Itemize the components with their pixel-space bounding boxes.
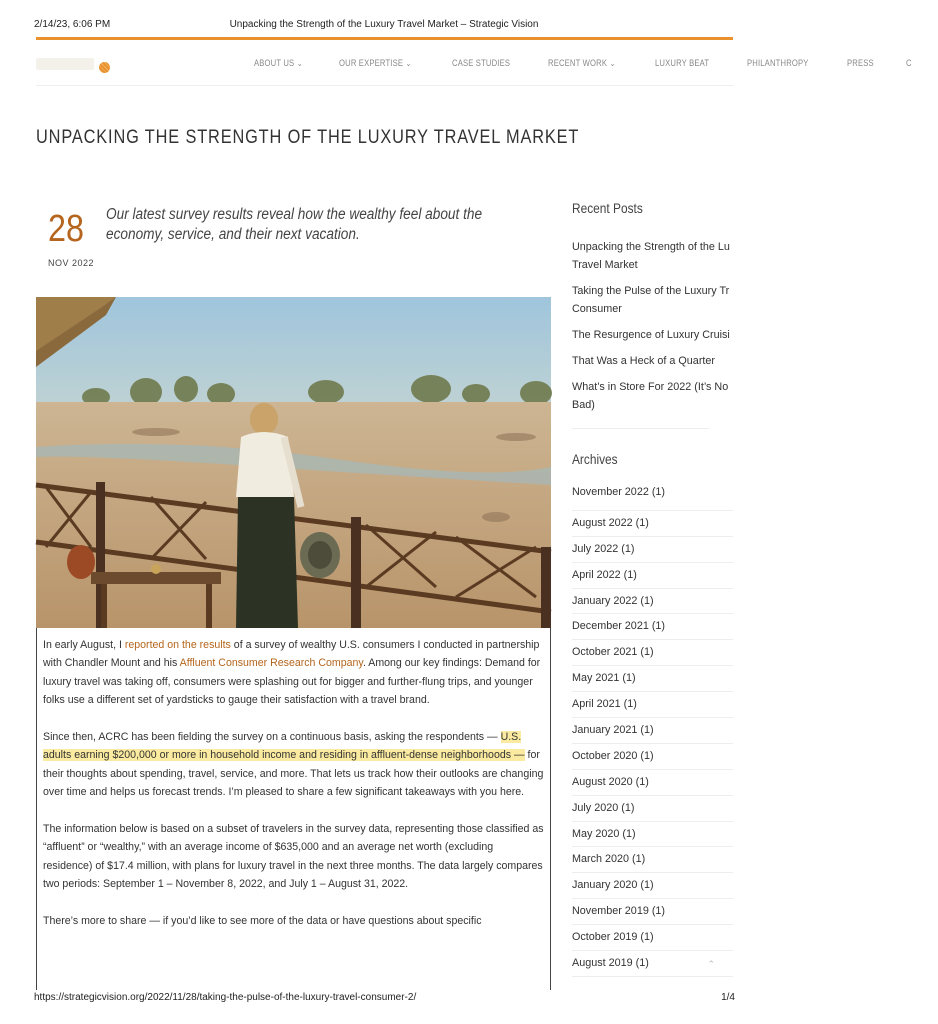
chevron-down-icon: ⌄	[296, 59, 303, 68]
print-page-number: 1/4	[721, 992, 735, 1003]
page-title: UNPACKING THE STRENGTH OF THE LUXURY TRAVEL MARKET	[36, 127, 580, 148]
hero-image	[36, 297, 551, 628]
article-body	[36, 628, 551, 990]
archive-link[interactable]: May 2020 (1)	[572, 822, 733, 848]
archive-link[interactable]: October 2021 (1)	[572, 640, 733, 666]
scroll-to-top-icon[interactable]: ⌃	[707, 959, 715, 970]
site-navigation	[36, 40, 912, 86]
archive-link[interactable]: January 2021 (1)	[572, 718, 733, 744]
recent-post-link[interactable]: Unpacking the Strength of the Lu Travel Market	[572, 241, 730, 271]
nav-item-about-us[interactable]: ABOUT US ⌄	[254, 58, 303, 68]
recent-post-link[interactable]: The Resurgence of Luxury Cruisi	[572, 329, 730, 341]
print-header	[0, 0, 768, 36]
archive-link-last[interactable]	[572, 951, 733, 977]
archive-link[interactable]: August 2022 (1)	[572, 511, 733, 537]
site-logo[interactable]	[36, 52, 126, 78]
nav-item-press[interactable]: PRESS	[846, 58, 874, 68]
sidebar	[572, 200, 733, 977]
recent-post-link[interactable]: Taking the Pulse of the Luxury Tr Consumer	[572, 285, 730, 315]
nav-item-case-studies[interactable]: CASE STUDIES	[452, 58, 511, 68]
print-url: https://strategicvision.org/2022/11/28/taking-the-pulse-of-the-luxury-travel-consumer-2/	[34, 992, 417, 1003]
archive-link[interactable]: January 2022 (1)	[572, 589, 733, 615]
archives-list	[572, 485, 733, 977]
post-date-month-year: NOV 2022	[48, 258, 95, 268]
archives-heading: Archives	[572, 428, 709, 467]
nav-item-our-expertise[interactable]: OUR EXPERTISE ⌄	[339, 58, 412, 68]
logo-mark-icon	[99, 62, 110, 73]
archive-link[interactable]: November 2022 (1)	[572, 485, 733, 511]
archive-link[interactable]: October 2019 (1)	[572, 925, 733, 951]
post-date-day: 28	[48, 208, 84, 250]
recent-posts-heading: Recent Posts	[572, 200, 643, 216]
archive-link[interactable]: November 2019 (1)	[572, 899, 733, 925]
archive-link[interactable]: April 2022 (1)	[572, 563, 733, 589]
chevron-down-icon: ⌄	[405, 59, 412, 68]
archive-link[interactable]: July 2020 (1)	[572, 796, 733, 822]
paragraph-4: There’s more to share — if you’d like to see more of the data or have questions about specific	[43, 915, 482, 928]
nav-item-philanthropy[interactable]: PHILANTHROPY	[746, 58, 809, 68]
nav-item-contact[interactable]: C	[906, 58, 912, 68]
archive-link[interactable]: March 2020 (1)	[572, 847, 733, 873]
recent-posts-list	[572, 238, 733, 414]
link-affluent-consumer-research[interactable]: Affluent Consumer Research Company	[179, 657, 363, 670]
link-reported-results[interactable]: reported on the results	[124, 639, 231, 651]
highlighted-text: U.S. adults earning $200,000 or more in household income and residing in affluent-dense neighborhoods —	[43, 731, 525, 762]
archive-link-label: August 2019 (1)	[572, 957, 649, 970]
print-document-title: Unpacking the Strength of the Luxury Travel Market – Strategic Vision	[229, 19, 539, 30]
paragraph-1: In early August, I reported on the results of a survey of wealthy U.S. consumers I conducted in partnership with Chandler Mount and his Affluent Consumer Research Company. Among our key findings: Demand for luxury travel was taking off, consumers were splashing out for bigger and further-flung trips, and younger folks use a different set of yardsticks to gauge their satisfaction with a travel brand.	[43, 639, 541, 707]
archive-link[interactable]: August 2020 (1)	[572, 770, 733, 796]
archive-link[interactable]: January 2020 (1)	[572, 873, 733, 899]
nav-menu	[254, 58, 938, 68]
paragraph-2: Since then, ACRC has been fielding the survey on a continuous basis, asking the respondents — U.S. adults earning $200,000 or more in household income and residing in affluent-dense neighborhoods — for their thoughts about spending, travel, service, and more. That lets us track how their outlooks are changing over time and helps us forecast trends. I’m pleased to share a few significant takeaways with you here.	[43, 731, 544, 799]
archive-link[interactable]: October 2020 (1)	[572, 744, 733, 770]
archive-link[interactable]: July 2022 (1)	[572, 537, 733, 563]
chevron-down-icon: ⌄	[609, 59, 616, 68]
nav-item-recent-work[interactable]: RECENT WORK ⌄	[548, 58, 616, 68]
nav-item-luxury-beat[interactable]: LUXURY BEAT	[655, 58, 710, 68]
recent-post-link[interactable]: What’s in Store For 2022 (It’s No Bad)	[572, 381, 729, 411]
archive-link[interactable]: May 2021 (1)	[572, 666, 733, 692]
print-timestamp: 2/14/23, 6:06 PM	[34, 19, 111, 30]
recent-post-link[interactable]: That Was a Heck of a Quarter	[572, 355, 716, 367]
post-lead: Our latest survey results reveal how the wealthy feel about the economy, service, and their next vacation.	[106, 206, 483, 243]
archive-link[interactable]: April 2021 (1)	[572, 692, 733, 718]
paragraph-3: The information below is based on a subset of travelers in the survey data, representing those classified as “affluent” or “wealthy,” with an average income of $635,000 and an average net worth (excluding residence) of $17.4 million, with plans for luxury travel in the next three months. The data largely compares two periods: September 1 – November 8, 2022, and July 1 – August 31, 2022.	[43, 823, 544, 891]
logo-wordmark	[36, 58, 94, 70]
archive-link[interactable]: December 2021 (1)	[572, 614, 733, 640]
